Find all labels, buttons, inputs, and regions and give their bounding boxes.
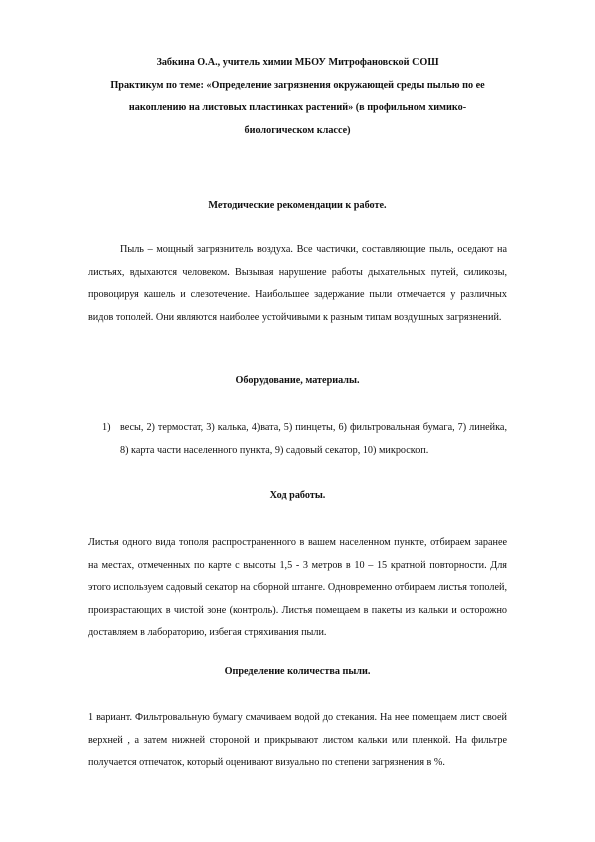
topic-line-1: Практикум по теме: «Определение загрязнения окружающей среды пылью по ее: [110, 79, 485, 91]
list-number: 1): [102, 422, 111, 433]
topic-line-2: накоплению на листовых пластинках растений» (в профильном химико-: [128, 102, 467, 113]
variant1-paragraph: 1 вариант. Фильтровальную бумагу смачиваем водой до стекания. На нее помещаем лист своей верхней , а затем нижней стороной и прикрывают листом кальки или пленкой. На фильтре получается отпечаток, который оценивают визуально по степени загрязнения в %.: [88, 712, 507, 769]
document-header: [60, 52, 535, 142]
amount-heading: Определение количества пыли.: [224, 666, 371, 677]
equipment-heading: Оборудование, материалы.: [235, 375, 360, 386]
author-line: Забкина О.А., учитель химии МБОУ Митрофановской СОШ: [156, 57, 439, 68]
topic-line-3: биологическом классе): [244, 124, 351, 136]
work-paragraph: Листья одного вида тополя распространенного в вашем населенном пункте, отбираем заранее на местах, отмеченных по карте с высоты 1,5 - 3 метров в 10 – 15 кратной повторности. Для этого используем садовый секатор на сборной штанге. Одновременно отбираем листья тополей, произрастающих в чистой зоне (контроль). Листья помещаем в пакеты из кальки и осторожно доставляем в лабораторию, избегая стряхивания пыли.: [88, 537, 507, 639]
equipment-list-text: весы, 2) термостат, 3) калька, 4)вата, 5) пинцеты, 6) фильтровальная бумага, 7) линейка, 8) карта части населенного пункта, 9) садовый секатор, 10) микроскоп.: [120, 422, 507, 456]
method-heading: Методические рекомендации к работе.: [208, 200, 387, 211]
work-heading: Ход работы.: [269, 490, 326, 501]
equipment-list: [88, 417, 507, 462]
method-paragraph: Пыль – мощный загрязнитель воздуха. Все частички, составляющие пыль, оседают на листьях, вдыхаются человеком. Вызывая нарушение работы дыхательных путей, силикозы, провоцируя кашель и слезотечение. Наибольшее задержание пыли отмечается у различных видов тополей. Они являются наиболее устойчивыми к разным типам воздушных загрязнений.: [88, 244, 507, 323]
